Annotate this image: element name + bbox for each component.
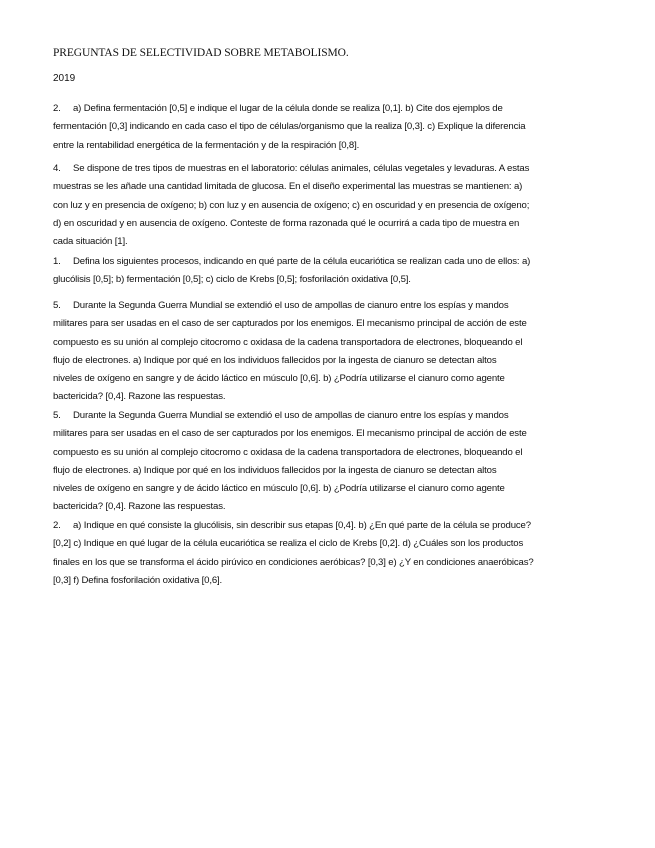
question-text: glucólisis [0,5]; b) fermentación [0,5]; c) ciclo de Krebs [0,5]; fosforilación oxidativa [0,5]. [53, 274, 411, 286]
question-item [53, 100, 633, 155]
document-year: 2019 [53, 73, 76, 84]
question-text: [0,3] f) Defina fosforilación oxidativa [0,6]. [53, 574, 223, 586]
question-text: flujo de electrones. a) Indique por qué en los individuos fallecidos por la ingesta de cianuro se detectan altos [53, 464, 497, 476]
question-text: a) Defina fermentación [0,5] e indique el lugar de la célula donde se realiza [0,1]. b) Cite dos ejemplos de [73, 103, 503, 114]
question-line [53, 215, 633, 233]
question-line [53, 253, 633, 271]
question-line [53, 572, 633, 590]
question-text: bactericida? [0,4]. Razone las respuestas. [53, 391, 226, 403]
question-line [53, 334, 633, 352]
question-item [53, 253, 633, 290]
question-text: finales en los que se transforma el ácido pirúvico en condiciones aeróbicas? [0,3] e) ¿Y en condiciones anaeróbicas? [53, 556, 534, 568]
question-text: militares para ser usadas en el caso de ser capturados por los enemigos. El mecanismo principal de acción de este [53, 318, 527, 330]
question-line [53, 554, 633, 572]
question-text: bactericida? [0,4]. Razone las respuestas. [53, 501, 226, 513]
question-text: compuesto es su unión al complejo citocromo c oxidasa de la cadena transportadora de electrones, bloqueando el [53, 336, 523, 348]
question-line [53, 444, 633, 462]
question-line [53, 160, 633, 178]
question-text: con luz y en presencia de oxígeno; b) con luz y en ausencia de oxígeno; c) en oscuridad y en presencia de oxígeno; [53, 199, 530, 211]
question-text: d) en oscuridad y en ausencia de oxígeno. Conteste de forma razonada qué le ocurrirá a cada tipo de muestra en [53, 217, 520, 229]
question-line [53, 388, 633, 406]
question-line [53, 197, 633, 215]
question-text: compuesto es su unión al complejo citocromo c oxidasa de la cadena transportadora de electrones, bloqueando el [53, 446, 523, 458]
question-line [53, 425, 633, 443]
question-number: 1. [53, 256, 61, 267]
question-line [53, 517, 633, 535]
question-text: Se dispone de tres tipos de muestras en el laboratorio: células animales, células vegetales y levaduras. A estas [73, 163, 530, 174]
question-line [53, 233, 633, 251]
question-line [53, 370, 633, 388]
question-text: Defina los siguientes procesos, indicando en qué parte de la célula eucariótica se realizan cada uno de ellos: a) [73, 256, 531, 267]
document-title: PREGUNTAS DE SELECTIVIDAD SOBRE METABOLISMO. [53, 47, 349, 59]
question-number: 4. [53, 163, 61, 174]
question-text: Durante la Segunda Guerra Mundial se extendió el uso de ampollas de cianuro entre los espías y mandos [73, 410, 509, 421]
question-line [53, 407, 633, 425]
question-line [53, 535, 633, 553]
question-item [53, 517, 633, 590]
question-text: muestras se les añade una cantidad limitada de glucosa. En el diseño experimental las muestras se mantienen: a) [53, 181, 523, 193]
question-line [53, 137, 633, 155]
question-number: 2. [53, 520, 61, 531]
question-text: a) Indique en qué consiste la glucólisis, sin describir sus etapas [0,4]. b) ¿En qué parte de la célula se produce? [73, 520, 531, 531]
question-line [53, 462, 633, 480]
question-text: niveles de oxígeno en sangre y de ácido láctico en músculo [0,6]. b) ¿Podría utilizarse el cianuro como agente [53, 483, 505, 495]
question-number: 2. [53, 103, 61, 114]
question-text: flujo de electrones. a) Indique por qué en los individuos fallecidos por la ingesta de cianuro se detectan altos [53, 354, 497, 366]
question-text: [0,2] c) Indique en qué lugar de la célula eucariótica se realiza el ciclo de Krebs [0,2]. d) ¿Cuáles son los productos [53, 538, 524, 550]
question-number: 5. [53, 410, 61, 421]
question-number: 5. [53, 300, 61, 311]
question-line [53, 480, 633, 498]
question-line [53, 352, 633, 370]
question-line [53, 315, 633, 333]
question-text: militares para ser usadas en el caso de ser capturados por los enemigos. El mecanismo principal de acción de este [53, 428, 527, 440]
question-text: cada situación [1]. [53, 236, 128, 248]
question-item [53, 297, 633, 407]
question-line [53, 271, 633, 289]
question-line [53, 297, 633, 315]
question-line [53, 498, 633, 516]
question-item [53, 407, 633, 517]
question-text: entre la rentabilidad energética de la fermentación y de la respiración [0,8]. [53, 139, 360, 151]
question-item [53, 160, 633, 251]
question-text: fermentación [0,3] indicando en cada caso el tipo de células/organismo que la realiza [0,3]. c) Explique la diferencia [53, 121, 526, 133]
question-line [53, 178, 633, 196]
question-line [53, 118, 633, 136]
question-text: Durante la Segunda Guerra Mundial se extendió el uso de ampollas de cianuro entre los espías y mandos [73, 300, 509, 311]
question-text: niveles de oxígeno en sangre y de ácido láctico en músculo [0,6]. b) ¿Podría utilizarse el cianuro como agente [53, 373, 505, 385]
question-line [53, 100, 633, 118]
